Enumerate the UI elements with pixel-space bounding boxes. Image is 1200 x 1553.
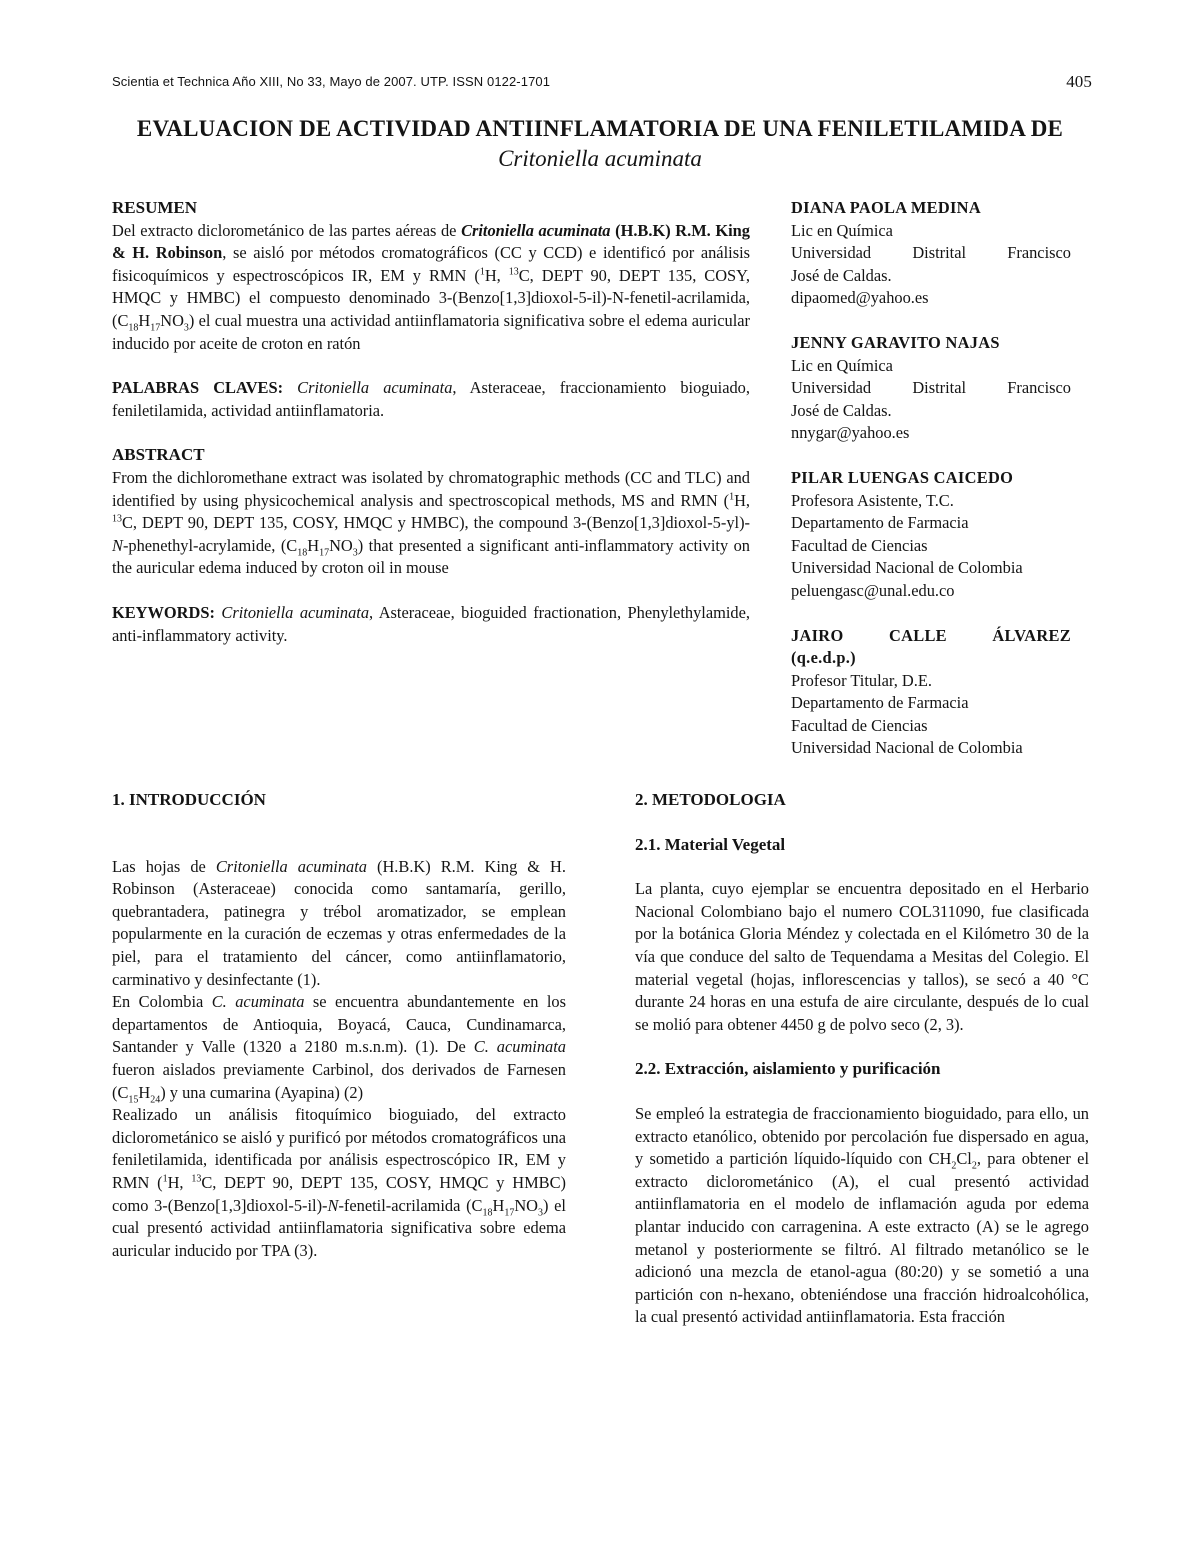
word: Distrital (912, 378, 967, 398)
author-block (791, 467, 1071, 603)
sub: 3 (352, 547, 358, 558)
text: C, DEPT 90, DEPT 135, COSY, HMQC y HMBC) como 3-(Benzo[1,3]dioxol-5-il)- (112, 1172, 566, 1215)
sub: 15 (128, 1093, 139, 1105)
keywords-label: KEYWORDS: (112, 602, 215, 622)
abstract-part: ) that presented a significant anti-inflammatory activity on the auricular edema induced by croton oil in mouse (112, 535, 750, 578)
word: JAIRO (791, 625, 844, 645)
word: ÁLVAREZ (992, 625, 1071, 645)
methods-heading: 2. METODOLOGIA (635, 790, 786, 809)
resumen-part: H (138, 310, 151, 330)
abstract-part: C, DEPT 90, DEPT 135, COSY, HMQC y HMBC), the compound 3-(Benzo[1,3]dioxol-5-yl)- (122, 513, 750, 533)
author-email: nnygar@yahoo.es (791, 423, 910, 443)
author-block (791, 197, 1071, 310)
palabras-claves (112, 377, 750, 422)
keywords (112, 602, 750, 647)
running-head (112, 74, 1092, 89)
word: CALLE (888, 625, 947, 645)
author-university: Universidad Nacional de Colombia (791, 738, 1023, 758)
methods-paragraph (635, 1103, 1089, 1329)
palabras-text: , Asteraceae, fraccionamiento bioguiado, feniletilamida, actividad antiinflamatoria. (112, 378, 750, 420)
introduction-column (112, 789, 566, 1262)
author-block (791, 625, 1071, 761)
intro-paragraph (112, 856, 566, 992)
author-position: Profesor Titular, D.E. (791, 670, 932, 690)
resumen-part: H, (484, 265, 509, 285)
species: C. acuminata (473, 1037, 567, 1057)
sup: 1 (729, 491, 735, 503)
author-email: dipaomed@yahoo.es (791, 288, 929, 308)
author-position: Profesora Asistente, T.C. (791, 490, 954, 510)
species: Critoniella acuminata (215, 856, 367, 876)
abstract-part: NO (329, 535, 353, 555)
intro-paragraph (112, 991, 566, 1104)
intro-paragraph (112, 1104, 566, 1262)
text: Cl (956, 1149, 972, 1169)
abstract-part: H, (734, 490, 750, 510)
text: Se empleó la estrategia de fraccionamiento bioguidado, para ello, un extracto etanólico, obtenido por percolación fue dispersado en agua, y sometido a partición líquido-líquido con CH (635, 1103, 1089, 1169)
sup: 13 (508, 266, 519, 278)
author-faculty: Facultad de Ciencias (791, 715, 928, 735)
resumen-part: ) el cual muestra una actividad antiinflamatoria significativa sobre el edema auricular inducido por aceite de croton en ratón (112, 310, 750, 353)
intro-heading: 1. INTRODUCCIÓN (112, 790, 266, 809)
author-faculty: Facultad de Ciencias (791, 535, 928, 555)
word: Distrital (912, 243, 967, 263)
sub: 17 (319, 547, 330, 558)
abstract-text (112, 467, 750, 580)
abstract-part: H (307, 535, 320, 555)
author-affiliation-end: José de Caldas. (791, 265, 892, 285)
sub: 17 (150, 322, 161, 334)
text: N (327, 1195, 339, 1215)
resumen-authority: (H.B.K) R.M. King & H. Robinson (112, 220, 750, 263)
sub: 3 (538, 1206, 544, 1218)
resumen-part: NO (160, 310, 184, 330)
palabras-label: PALABRAS CLAVES: (112, 378, 284, 398)
text: H, (167, 1172, 192, 1192)
text: H (492, 1195, 505, 1215)
keywords-species: Critoniella acuminata (221, 602, 370, 622)
sup: 13 (191, 1173, 202, 1185)
resumen-part: , se aisló por métodos cromatográficos (CC y CCD) e identificó por análisis fisicoquímicos y espectroscópicos IR, EM y RMN ( (112, 243, 751, 285)
sub: 17 (504, 1206, 515, 1218)
front-matter (112, 197, 750, 647)
author-block (791, 332, 1071, 445)
resumen-text (112, 220, 750, 356)
journal-citation: Scientia et Technica Año XIII, No 33, Mayo de 2007. UTP. ISSN 0122-1701 (112, 74, 551, 89)
sub: 18 (128, 322, 139, 334)
abstract-part: N (112, 535, 123, 555)
resumen-heading: RESUMEN (112, 198, 198, 217)
text: ) y una cumarina (Ayapina) (2) (160, 1082, 364, 1102)
abstract-part: -phenethyl-acrylamide, (C (122, 535, 298, 555)
page-number: 405 (1066, 72, 1092, 91)
text: Las hojas de (112, 856, 216, 876)
text: fueron aislados previamente Carbinol, dos derivados de Farnesen (C (112, 1059, 566, 1102)
palabras-species: Critoniella acuminata (297, 378, 453, 398)
species: C. acuminata (211, 992, 305, 1012)
text: , para obtener el extracto diclorometánico (A), el cual presentó actividad antiinflamatoria en el modelo de inflamación aguda por edema plantar inducido con carragenina. A este extracto (A) se le agrego metanol y posteriormente se filtró. Al filtrado metanólico se le adicionó una mezcla de etanol-agua (80:20) y se sometió a una partición con n-hexano, obteniéndose una fracción hidroalcohólica, la cual presentó actividad antiinflamatoria. Esta fracción (635, 1149, 1089, 1327)
author-degree: Lic en Química (791, 355, 893, 375)
methods-column (635, 789, 1089, 1329)
author-email: peluengasc@unal.edu.co (791, 580, 955, 600)
text: En Colombia (112, 992, 212, 1012)
sup: 1 (479, 266, 485, 278)
sub: 18 (482, 1206, 493, 1218)
title-main: EVALUACION DE ACTIVIDAD ANTIINFLAMATORIA DE UNA FENILETILAMIDA DE (136, 116, 1064, 141)
sup: 13 (112, 513, 122, 525)
author-affiliation (791, 377, 1071, 400)
sub: 2 (951, 1160, 957, 1172)
title-species: Critoniella acuminata (498, 146, 702, 171)
sub: 2 (971, 1160, 977, 1172)
subsection-heading: 2.2. Extracción, aislamiento y purificación (635, 1059, 941, 1079)
text: (H.B.K) R.M. King & H. Robinson (Asteraceae) conocida como santamaría, gerillo, quebrantadera, patinegra y trébol aromatizador, se emplean popularmente en la curación de eczemas y otras enfermedades de la piel, para el tratamiento del cáncer, como antiinflamatorio, carminativo y desinfectante (1). (112, 856, 566, 989)
sub: 24 (150, 1093, 161, 1105)
subsection-heading: 2.1. Material Vegetal (635, 834, 786, 854)
sup: 1 (162, 1173, 168, 1185)
author-affiliation (791, 242, 1071, 265)
author-department: Departamento de Farmacia (791, 693, 969, 713)
text: -fenetil-acrilamida (C (338, 1195, 483, 1215)
text: NO (514, 1195, 539, 1215)
text: ) el cual presentó actividad antiinflamatoria significativa sobre edema auricular inducido por TPA (3). (112, 1195, 566, 1260)
resumen-part: C, DEPT 90, DEPT 135, COSY, HMQC y HMBC) el compuesto denominado 3-(Benzo[1,3]dioxol-5-il)-N-fenetil-acrilamida, (C (112, 265, 750, 330)
text: H (138, 1082, 151, 1102)
abstract-part: From the dichloromethane extract was isolated by chromatographic methods (CC and TLC) and identified by using physicochemical analysis and spectroscopical methods, MS and RMN ( (112, 467, 750, 510)
resumen-species: Critoniella acuminata (461, 220, 611, 240)
abstract-heading: ABSTRACT (112, 445, 205, 465)
author-name: DIANA PAOLA MEDINA (791, 198, 981, 217)
author-name-note: (q.e.d.p.) (791, 648, 856, 668)
word: Francisco (1007, 378, 1071, 398)
text: se encuentra abundantemente en los departamentos de Antioquia, Boyacá, Cauca, Cundinamarca, Santander y Valle (1320 a 2180 m.s.n.m). (1). De (112, 992, 566, 1057)
author-department: Departamento de Farmacia (791, 513, 969, 533)
text: Realizado un análisis fitoquímico bioguiado, del extracto diclorometánico se aisló y purificó por métodos cromatográficos una feniletilamida, identificada por análisis espectroscópico IR, EM y RMN ( (112, 1105, 566, 1192)
author-name (791, 625, 1071, 648)
word: Universidad (791, 378, 872, 398)
word: Francisco (1007, 243, 1071, 263)
methods-paragraph: La planta, cuyo ejemplar se encuentra depositado en el Herbario Nacional Colombiano bajo el numero COL311090, fue clasificada por la botánica Gloria Méndez y colectada en el Kilómetro 30 de la vía que conduce del salto de Tequendama a Mesitas del Colegio. El material vegetal (hojas, inflorescencias y tallos), se secó a 40 °C durante 24 horas en una estufa de aire circulante, después de lo cual se molió para obtener 4450 g de polvo seco (2, 3). (635, 879, 1089, 1034)
author-degree: Lic en Química (791, 220, 893, 240)
sub: 3 (183, 322, 189, 334)
sub: 18 (297, 547, 308, 558)
keywords-text: , Asteraceae, bioguided fractionation, Phenylethylamide, anti-inflammatory activity. (112, 602, 750, 645)
paper-title (100, 116, 1100, 172)
author-university: Universidad Nacional de Colombia (791, 558, 1023, 578)
author-affiliation-end: José de Caldas. (791, 400, 892, 420)
author-name: PILAR LUENGAS CAICEDO (791, 467, 1014, 487)
resumen-part: Del extracto diclorometánico de las partes aéreas de (112, 220, 462, 240)
author-list (791, 197, 1071, 782)
author-name: JENNY GARAVITO NAJAS (791, 332, 1000, 352)
word: Universidad (791, 243, 872, 263)
